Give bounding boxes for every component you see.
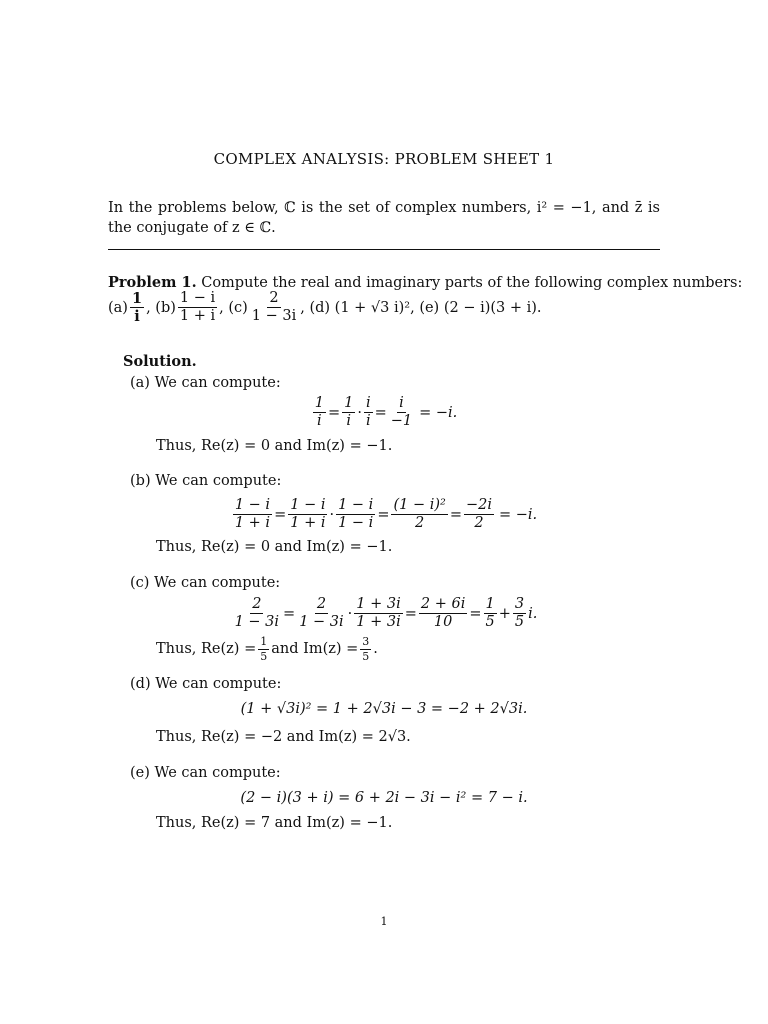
solution-e-result: Thus, Re(z) = 7 and Im(z) = −1.	[156, 815, 393, 831]
item-a-label: (a)	[108, 299, 128, 316]
a-frac-2	[342, 396, 355, 429]
denominator: 2	[415, 515, 425, 532]
numerator: i	[397, 396, 406, 413]
item-a-fraction	[130, 291, 144, 324]
numerator: i	[364, 396, 373, 413]
dot-operator: ·	[347, 605, 353, 622]
page-title: COMPLEX ANALYSIS: PROBLEM SHEET 1	[213, 150, 555, 168]
item-b-denominator: 1 + i	[179, 308, 216, 325]
equals-sign: =	[283, 605, 296, 622]
c-frac-5	[484, 597, 497, 630]
solution-a-intro: (a) We can compute:	[130, 375, 281, 391]
denominator: 10	[433, 614, 453, 631]
numerator: 1	[260, 635, 268, 648]
denominator: 1 + 3i	[356, 614, 401, 631]
item-a-numerator: 1	[131, 290, 143, 307]
intro-paragraph: In the problems below, ℂ is the set of complex numbers, i² = −1, and z̄ is the conjugate of z ∈ ℂ.	[108, 200, 660, 236]
problem-statement	[108, 274, 742, 291]
equation-tail: = −i.	[499, 506, 538, 523]
c-frac-4	[419, 597, 467, 630]
result-text: Thus, Re(z) =	[156, 641, 257, 658]
b-frac-4	[391, 498, 447, 531]
equals-sign: =	[404, 605, 417, 622]
problem-items	[108, 291, 542, 324]
item-b-fraction	[178, 291, 217, 324]
re-fraction	[258, 636, 269, 662]
a-frac-3	[364, 396, 373, 429]
a-frac-4	[389, 396, 414, 429]
equation-tail: i.	[528, 605, 538, 622]
numerator: 1	[342, 396, 355, 413]
solution-c-intro: (c) We can compute:	[130, 575, 281, 591]
result-text: .	[373, 641, 378, 658]
numerator: 1	[484, 597, 497, 614]
item-c-fraction	[250, 291, 298, 324]
solution-a-equation	[108, 396, 660, 429]
numerator: −2i	[464, 498, 494, 515]
problem-text: Compute the real and imaginary parts of the following complex numbers:	[201, 275, 743, 291]
dot-operator: ·	[357, 404, 362, 421]
dot-operator: ·	[329, 506, 335, 523]
equals-sign: =	[274, 506, 287, 523]
numerator: 1 − i	[233, 498, 272, 515]
numerator: 3	[513, 597, 526, 614]
solution-b-intro: (b) We can compute:	[130, 473, 282, 489]
b-frac-3	[336, 498, 375, 531]
b-frac-1	[233, 498, 272, 531]
result-text: and Im(z) =	[271, 641, 359, 658]
equals-sign: =	[449, 506, 462, 523]
numerator: (1 − i)²	[391, 498, 447, 515]
solution-d-intro: (d) We can compute:	[130, 676, 282, 692]
b-frac-5	[464, 498, 494, 531]
problem-label: Problem 1.	[108, 274, 197, 291]
denominator: 1 − 3i	[234, 614, 280, 631]
denominator: 5	[362, 649, 370, 663]
denominator: 5	[514, 614, 525, 631]
numerator: 2	[250, 597, 263, 614]
item-c-denominator: 1 − 3i	[251, 308, 297, 325]
solution-a-result: Thus, Re(z) = 0 and Im(z) = −1.	[156, 438, 393, 454]
c-frac-2	[297, 597, 345, 630]
c-frac-6	[513, 597, 526, 630]
numerator: 3	[362, 635, 370, 648]
b-frac-2	[288, 498, 327, 531]
equals-sign: =	[327, 404, 341, 421]
equals-sign: =	[374, 404, 387, 421]
denominator: −1	[390, 413, 413, 430]
solution-d-equation: (1 + √3i)² = 1 + 2√3i − 3 = −2 + 2√3i.	[240, 701, 528, 717]
item-c-label: , (c)	[219, 299, 248, 316]
numerator: 1 + 3i	[354, 597, 402, 614]
c-frac-1	[233, 597, 281, 630]
numerator: 1 − i	[288, 498, 327, 515]
solution-e-equation: (2 − i)(3 + i) = 6 + 2i − 3i − i² = 7 − i.	[240, 790, 528, 806]
denominator: 5	[260, 649, 268, 663]
numerator: 2 + 6i	[419, 597, 467, 614]
denominator: i	[346, 413, 352, 430]
denominator: 1 + i	[234, 515, 271, 532]
denominator: i	[365, 413, 371, 430]
denominator: 1 + i	[290, 515, 326, 532]
a-frac-1	[313, 396, 326, 429]
c-frac-3	[354, 597, 402, 630]
numerator: 2	[315, 597, 328, 614]
denominator: 1 − 3i	[299, 614, 344, 631]
solution-c-equation	[108, 597, 660, 630]
numerator: 1 − i	[336, 498, 375, 515]
section-divider	[108, 249, 660, 250]
equals-sign: =	[377, 506, 390, 523]
item-a-denominator: i	[134, 308, 140, 326]
item-b-label: , (b)	[146, 299, 176, 316]
denominator: 1 − i	[338, 515, 374, 532]
solution-d-result: Thus, Re(z) = −2 and Im(z) = 2√3.	[156, 729, 411, 745]
solution-c-result	[156, 636, 378, 662]
page-number: 1	[380, 915, 388, 928]
denominator: i	[317, 413, 322, 430]
solution-heading: Solution.	[123, 353, 197, 370]
plus-sign: +	[498, 605, 511, 622]
equals-sign: =	[469, 605, 482, 622]
im-fraction	[360, 636, 371, 662]
solution-e-intro: (e) We can compute:	[130, 765, 281, 781]
equation-tail: = −i.	[419, 404, 458, 421]
denominator: 2	[474, 515, 484, 532]
solution-b-equation	[108, 498, 660, 531]
item-d-e-text: , (d) (1 + √3 i)², (e) (2 − i)(3 + i).	[300, 299, 542, 316]
denominator: 5	[485, 614, 495, 631]
solution-b-result: Thus, Re(z) = 0 and Im(z) = −1.	[156, 539, 393, 555]
item-b-numerator: 1 − i	[178, 291, 217, 308]
numerator: 1	[313, 396, 326, 413]
item-c-numerator: 2	[267, 291, 280, 308]
